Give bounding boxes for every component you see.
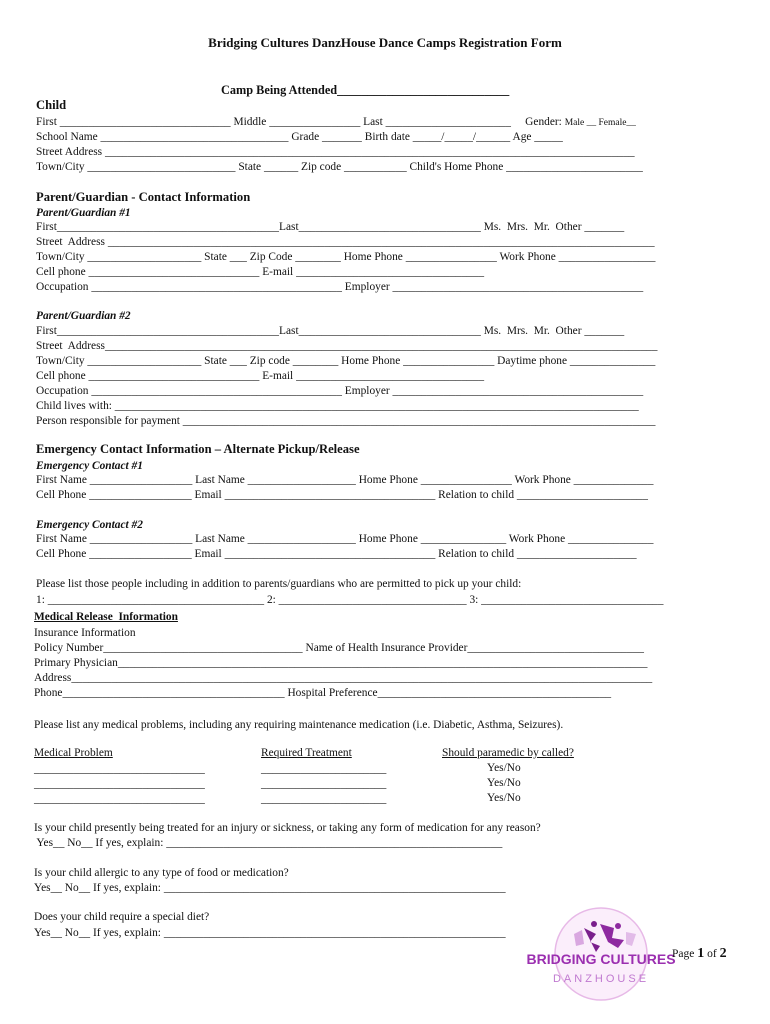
answer-diet[interactable]: Yes__ No__ If yes, explain: ____________________________________________________________ <box>34 927 506 939</box>
paramedic-yes-no[interactable]: Yes/No <box>487 762 521 774</box>
child-name-fields[interactable]: First ______________________________ Middle ________________ Last ______________________ Gender: <box>36 116 565 128</box>
col-medical-problem: Medical Problem <box>34 747 113 759</box>
answer-treatment[interactable]: Yes__ No__ If yes, explain: ___________________________________________________________ <box>34 837 503 849</box>
insurance-info-label: Insurance Information <box>34 627 136 639</box>
parent2-heading: Parent/Guardian #2 <box>36 310 131 322</box>
page-prefix: Page <box>672 948 698 960</box>
policy-number-line[interactable]: Policy Number___________________________________ Name of Health Insurance Provider_______________________________ <box>34 642 644 654</box>
problem-blank[interactable]: ______________________________ <box>34 778 205 790</box>
col-paramedic: Should paramedic by called? <box>442 747 574 759</box>
parent2-town-line[interactable]: Town/City ____________________ State ___ Zip code ________ Home Phone ________________ Daytime phone _______________ <box>36 355 656 367</box>
emergency-heading: Emergency Contact Information – Alternate Pickup/Release <box>36 442 360 456</box>
page-total: 2 <box>719 946 727 961</box>
emergency2-heading: Emergency Contact #2 <box>36 519 143 531</box>
parent2-cell-line[interactable]: Cell phone ______________________________ E-mail _________________________________ <box>36 370 485 382</box>
emergency1-cell-line[interactable]: Cell Phone __________________ Email _____________________________________ Relation to child _______________________ <box>36 489 648 501</box>
parent1-cell-line[interactable]: Cell phone ______________________________ E-mail _________________________________ <box>36 266 485 278</box>
camp-attended-field[interactable]: Camp Being Attended____________________________ <box>221 83 510 97</box>
child-name-gender-line[interactable] <box>36 115 636 130</box>
parent1-occupation-line[interactable]: Occupation ____________________________________________ Employer ____________________________________________ <box>36 281 644 293</box>
parent2-name-line[interactable]: First_______________________________________Last________________________________ Ms. Mrs. Mr. Other _______ <box>36 325 625 337</box>
child-lives-with-line[interactable]: Child lives with: ____________________________________________________________________________________________ <box>36 400 639 412</box>
parents-heading: Parent/Guardian - Contact Information <box>36 190 251 204</box>
pickup-instruction: Please list those people including in addition to parents/guardians who are permitted to pick up your child: <box>36 578 522 590</box>
pickup-names-line[interactable]: 1: ______________________________________ 2: _________________________________ 3: ________________________________ <box>36 594 664 606</box>
parent2-occupation-line[interactable]: Occupation ____________________________________________ Employer ____________________________________________ <box>36 385 644 397</box>
bridging-cultures-logo <box>526 906 676 1006</box>
gender-options[interactable]: Male __ Female__ <box>564 118 636 128</box>
medical-problems-prompt: Please list any medical problems, including any requiring maintenance medication (i.e. Diabetic, Asthma, Seizures). <box>34 719 564 731</box>
child-heading: Child <box>36 98 67 112</box>
logo-sub-text: DANZHOUSE <box>552 973 650 985</box>
physician-address-line[interactable]: Address______________________________________________________________________________________________________ <box>34 672 653 684</box>
paramedic-yes-no[interactable]: Yes/No <box>487 777 521 789</box>
physician-phone-line[interactable]: Phone_______________________________________ Hospital Preference_________________________________________ <box>34 687 612 699</box>
primary-physician-line[interactable]: Primary Physician_____________________________________________________________________________________________ <box>34 657 648 669</box>
payment-responsible-line[interactable]: Person responsible for payment ___________________________________________________________________________________ <box>36 415 656 427</box>
logo-main-text: BRIDGING CULTURES <box>526 951 676 967</box>
child-street-line[interactable]: Street Address _____________________________________________________________________________________________ <box>36 146 635 158</box>
parent1-street-line[interactable]: Street Address ________________________________________________________________________________________________ <box>36 236 655 248</box>
child-school-line[interactable]: School Name _________________________________ Grade _______ Birth date _____/_____/______ Age _____ <box>36 131 563 143</box>
parent1-heading: Parent/Guardian #1 <box>36 207 131 219</box>
emergency2-name-line[interactable]: First Name __________________ Last Name ___________________ Home Phone _______________ Work Phone _______________ <box>36 533 654 545</box>
problem-blank[interactable]: ______________________________ <box>34 793 205 805</box>
child-town-line[interactable]: Town/City __________________________ State ______ Zip code ___________ Child's Home Phone ________________________ <box>36 161 643 173</box>
question-treatment: Is your child presently being treated for an injury or sickness, or taking any form of medication for any reason? <box>34 822 541 834</box>
emergency2-cell-line[interactable]: Cell Phone __________________ Email _____________________________________ Relation to child _____________________ <box>36 548 637 560</box>
emergency1-name-line[interactable]: First Name __________________ Last Name ___________________ Home Phone ________________ Work Phone ______________ <box>36 474 654 486</box>
page-current: 1 <box>697 946 705 961</box>
paramedic-yes-no[interactable]: Yes/No <box>487 792 521 804</box>
medical-heading: Medical Release Information <box>34 611 178 623</box>
page-number <box>672 946 727 962</box>
form-title: Bridging Cultures DanzHouse Dance Camps Registration Form <box>208 35 562 50</box>
parent1-town-line[interactable]: Town/City ____________________ State ___ Zip Code ________ Home Phone ________________ Work Phone _________________ <box>36 251 656 263</box>
answer-allergy[interactable]: Yes__ No__ If yes, explain: ____________________________________________________________ <box>34 882 506 894</box>
parent2-street-line[interactable]: Street Address_________________________________________________________________________________________________ <box>36 340 658 352</box>
treatment-blank[interactable]: ______________________ <box>261 778 387 790</box>
treatment-blank[interactable]: ______________________ <box>261 763 387 775</box>
question-allergy: Is your child allergic to any type of food or medication? <box>34 867 289 879</box>
problem-blank[interactable]: ______________________________ <box>34 763 205 775</box>
emergency1-heading: Emergency Contact #1 <box>36 460 143 472</box>
question-diet: Does your child require a special diet? <box>34 911 210 923</box>
col-required-treatment: Required Treatment <box>261 747 352 759</box>
page-sep: of <box>704 948 720 960</box>
treatment-blank[interactable]: ______________________ <box>261 793 387 805</box>
parent1-name-line[interactable]: First_______________________________________Last________________________________ Ms. Mrs. Mr. Other _______ <box>36 221 625 233</box>
